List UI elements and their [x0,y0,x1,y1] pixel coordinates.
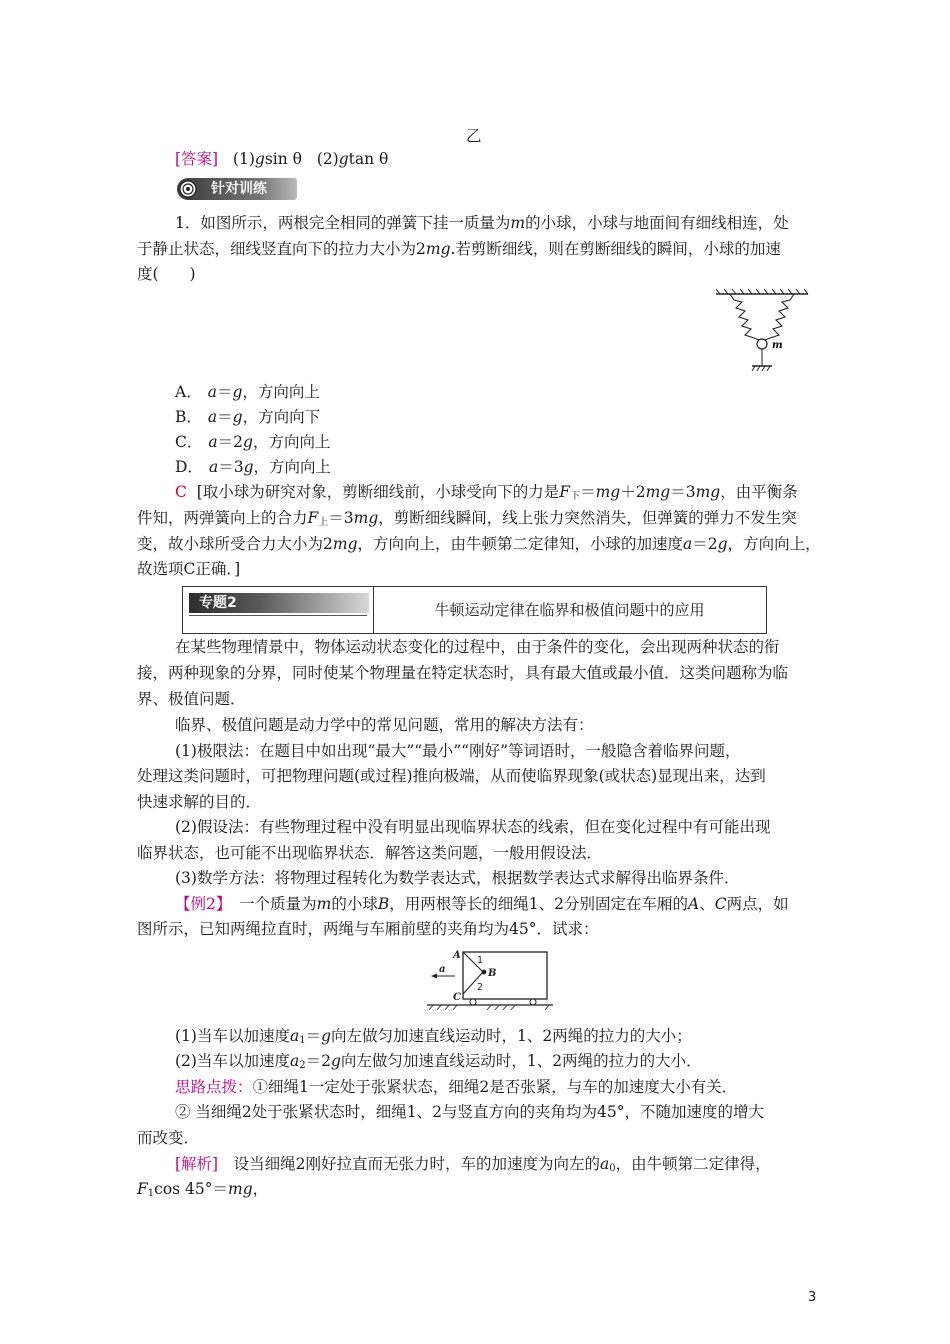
an-l1-sub: 0 [609,1163,616,1174]
ex2-l1-a: 一个质量为 [223,895,317,913]
ex2-q2-a: (2)当车以加速度 [175,1052,290,1070]
option-c [175,431,330,453]
sol1-l2-F: F [307,509,319,527]
analysis-line2 [137,1178,268,1205]
q1-l1-var: m [510,214,526,232]
sol1-l1-mg3: mg [695,483,721,501]
option-val: g [232,383,243,401]
sol1-l3-var: a [683,535,693,553]
sol1-l1-c: ＋2 [620,483,646,501]
method2-l1: (2)假设法：有些物理过程中没有明显出现临界状态的线索，但在变化过程中有可能出现 [175,818,771,836]
ex2-q2 [175,1050,702,1077]
sol1-l2-b: ＝3 [328,509,354,527]
option-var: a [207,383,217,401]
an-l1-b: ，由牛顿第二定律得， [615,1155,771,1173]
sol1-l3-b: ，方向向上，由牛顿第二定律知，小球的加速度 [357,535,684,553]
option-val: g [243,458,254,476]
figure-label-yi: 乙 [466,127,482,145]
sol1-l1-b: ＝ [580,483,596,501]
answer-tag: [答案] [175,150,219,168]
answer-part2-post: tan θ [348,150,389,168]
sol1-l2-c: ，剪断细线瞬间，线上张力突然消失，但弹簧的弹力不发生突 [378,509,797,527]
answer-part2-var: g [338,150,349,168]
hint-line3: 而改变． [137,1129,200,1147]
sol1-l2-a: 件知，两弹簧向上的合力 [137,509,308,527]
ex2-l1-B: B [377,895,390,913]
car-fig-rope1: 1 [477,955,484,966]
an-l2-a: cos 45°＝ [154,1180,229,1198]
sol1-answer-letter: C [175,483,187,501]
analysis-tag: [解析] [175,1155,219,1173]
q1-l1-pre: 1．如图所示，两根完全相同的弹簧下挂一质量为 [175,214,511,232]
target-icon [179,180,197,198]
car-fig-label-A: A [453,950,461,961]
an-l1-var: a [599,1155,610,1173]
sol1-line4: 故选项C正确．] [137,560,241,578]
q1-line3: 度( ) [137,265,196,283]
ex2-l1-b: 的小球 [331,895,378,913]
q1-l2-pre: 于静止状态，细线竖直向下的拉力大小为2 [137,240,426,258]
option-dir: ，方向向下 [242,408,321,426]
answer-part1-post: sin θ [264,150,302,168]
option-dir: ，方向向上 [253,458,332,476]
hint-line2: ② 当细绳2处于张紧状态时，细绳1、2与竖直方向的夹角均为45°，不随加速度的增大 [175,1103,764,1121]
an-l2-mg: mg [228,1180,253,1198]
option-letter: C． [175,433,203,451]
an-l2-F: F [137,1180,148,1198]
ex2-q1-a: (1)当车以加速度 [175,1027,290,1045]
option-letter: D． [175,458,203,476]
answer-part1-pre: (1) [232,150,255,168]
option-a [175,381,320,403]
car-fig-label-a: a [439,964,446,975]
q1-l2-var: mg [425,240,451,258]
q1-line1 [175,212,789,234]
ex2-q1-sub: 1 [299,1035,306,1046]
sol1-l2-mg: mg [353,509,379,527]
topic-badge: 专题2 [199,595,237,611]
option-eq: ＝ [217,408,233,426]
sol1-line3 [137,533,821,555]
spring-fig-m-label: m [772,340,783,351]
intro-p2: 临界、极值问题是动力学中的常见问题，常用的解决方法有： [175,716,594,734]
sol1-l1-F: F [559,483,571,501]
answer-part2-pre: (2) [316,150,339,168]
option-val: g [232,408,243,426]
section-badge: 针对训练 [177,178,297,200]
hint-line1 [175,1076,737,1098]
topic-title: 牛顿运动定律在临界和极值问题中的应用 [434,601,705,619]
option-var: a [207,408,218,426]
sol1-l1-sub: 下 [570,491,581,502]
car-fig-label-B: B [488,968,497,979]
intro-p1-l3: 界、极值问题． [137,690,246,708]
ex2-q2-sub: 2 [299,1060,306,1071]
method1-l2: 处理这类问题时，可把物理问题(或过程)推向极端，从而使临界现象(或状态)显现出来，达到 [137,767,766,785]
option-letter: A． [175,383,202,401]
ex2-q2-var: a [289,1052,300,1070]
method3: (3)数学方法：将物理过程转化为数学表达式，根据数学表达式求解得出临界条件． [175,869,740,887]
option-eq: ＝3 [218,458,244,476]
intro-p1-l1: 在某些物理情景中，物体运动状态变化的过程中，由于条件的变化，会出现两种状态的衔 [175,638,780,656]
an-l1-a: 设当细绳2刚好拉直而无张力时，车的加速度为向左的 [218,1155,600,1173]
spring-figure [712,286,812,376]
hint-tag: 思路点拨： [175,1078,253,1096]
ex2-l1-A: A [687,895,700,913]
ex2-l1-d: 、 [699,895,715,913]
option-dir: ，方向向上 [252,433,331,451]
sol1-line1 [175,481,798,508]
option-var: a [208,433,218,451]
sol1-l3-mg: mg [332,535,358,553]
q1-l1-post: 的小球，小球与地面间有细线相连，处 [525,214,789,232]
option-letter: B． [175,408,202,426]
ex2-l1-m: m [316,895,332,913]
an-l2-b: ， [252,1180,269,1198]
sol1-l1-mg1: mg [595,483,621,501]
option-val: g [243,433,253,451]
sol1-l3-d: ，方向向上， [727,535,821,553]
example2-line2: 图所示，已知两绳拉直时，两绳与车厢前壁的夹角均为45°．试求： [137,920,599,938]
ex2-l1-C: C [714,895,727,913]
ex2-q1 [175,1025,692,1052]
car-fig-rope2: 2 [477,982,484,993]
option-b [175,406,320,428]
intro-p1-l2: 接，两种现象的分界，同时使某个物理量在特定状态时，具有最大值或最小值．这类问题称为临 [137,664,789,682]
ex2-q2-c: 向左做匀加速直线运动时，1、2两绳的拉力的大小． [340,1052,702,1070]
hint1-text: ①细绳1一定处于张紧状态，细绳2是否张紧，与车的加速度大小有关． [252,1078,738,1096]
sol1-l3-g: g [717,535,728,553]
ex2-q2-b: ＝2 [305,1052,331,1070]
analysis-line1 [175,1153,771,1180]
option-eq: ＝2 [217,433,243,451]
sol1-l1-mg2: mg [645,483,671,501]
an-l2-sub: 1 [147,1188,155,1199]
option-dir: ，方向向上 [242,383,320,401]
method1-l3: 快速求解的目的． [137,793,262,811]
ex2-q2-g: g [330,1052,341,1070]
ex2-l1-e: 两点，如 [726,895,789,913]
car-figure [425,948,555,1010]
ex2-l1-c: ，用两根等长的细绳1、2分别固定在车厢的 [389,895,688,913]
sol1-l1-a: [取小球为研究对象，剪断细线前，小球受向下的力是 [196,483,560,501]
answer-part1-var: g [254,150,265,168]
option-eq: ＝ [216,383,233,401]
q1-l2-post: .若剪断细线，则在剪断细线的瞬间，小球的加速 [450,240,781,258]
method2-l2: 临界状态，也可能不出现临界状态．解答这类问题，一般用假设法． [137,844,603,862]
topic-rule [189,615,367,616]
topic-badge-cell [183,587,374,633]
ex2-q1-c: 向左做匀加速直线运动时，1、2两绳的拉力的大小； [331,1027,692,1045]
page-number: 3 [808,1290,817,1305]
sol1-l2-sub: 上 [318,517,329,528]
sol1-l1-e: ，由平衡条 [720,483,798,501]
topic-header-box [182,586,767,634]
sol1-l3-c: ＝2 [692,535,718,553]
example2-line1 [175,893,789,915]
sol1-l1-d: ＝3 [670,483,696,501]
ex2-q1-var: a [289,1027,300,1045]
car-fig-label-C: C [453,992,461,1003]
topic-badge-bar [189,593,369,613]
example2-tag: 【例2】 [175,895,224,913]
option-var: a [208,458,219,476]
sol1-l3-a: 变，故小球所受合力大小为2 [137,535,333,553]
option-d [175,456,331,478]
sol1-line2 [137,507,797,534]
answer-line [175,148,388,170]
method1-l1: (1)极限法：在题目中如出现“最大”“最小”“刚好”等词语时，一般隐含着临界问题， [175,742,741,760]
ex2-q1-g: g [321,1027,332,1045]
q1-line2 [137,238,781,260]
ex2-q1-b: ＝ [305,1027,322,1045]
